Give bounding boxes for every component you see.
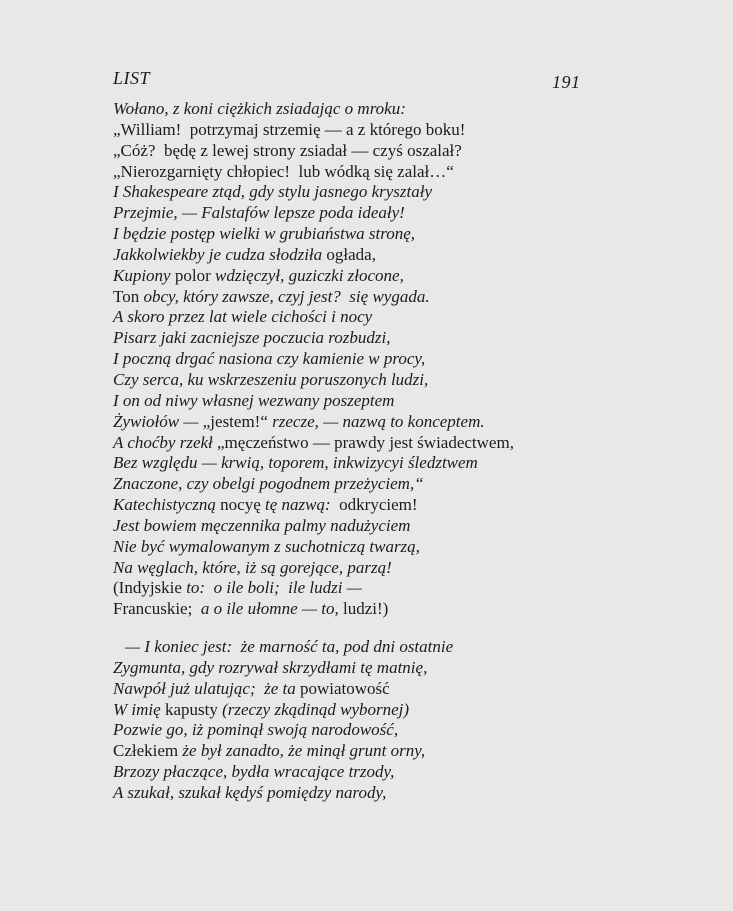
verse-segment-italic: Kupiony [113,265,175,285]
verse-segment-italic: — I koniec jest: że marność ta, pod dni ostatnie [125,637,454,656]
verse-segment-italic: tę nazwą: [265,495,340,515]
verse-segment-italic: W imię [113,699,165,719]
verse-line [113,412,514,433]
verse-segment-roman: ludzi!) [342,599,389,619]
verse-segment-italic: wdzięczył, guziczki złocone, [215,265,404,285]
verse-line [113,516,514,537]
verse-line [113,182,514,203]
verse-line [113,679,453,700]
verse-line [113,453,514,474]
verse-segment-italic: Przejmie, — Falstafów lepsze poda ideały! [113,203,405,223]
verse-segment-roman: polor [174,265,215,285]
verse-line [113,162,514,183]
verse-line [113,287,514,308]
verse-line [113,762,453,783]
verse-line [113,495,514,516]
verse-segment-italic: że był zanadto, że minął grunt orny, [182,741,426,761]
verse-segment-italic: obcy, który zawsze, czyj jest? się wygada. [143,286,430,306]
verse-segment-italic: Znaczone, czy obelgi pogodnem przeżyciem,“ [113,474,424,494]
verse-line [113,120,514,141]
verse-segment-roman: nocyę [220,495,266,515]
running-head: LIST [113,68,151,88]
verse-segment-roman: „Nierozgarnięty chłopiec! lub wódką się zalał…“ [113,161,454,181]
verse-line [113,245,514,266]
verse-segment-roman: kapusty [164,699,223,719]
verse-segment-italic: I poczną drgać nasiona czy kamienie w procy, [113,349,426,369]
verse-segment-italic: (rzeczy zkądinąd wybornej) [222,699,410,719]
verse-segment-italic: I Shakespeare ztąd, gdy stylu jasnego kryształy [113,182,432,202]
verse-segment-italic: Wołano, z koni ciężkich zsiadając o mroku: [113,99,406,118]
verse-segment-italic: a o ile ułomne — to, [200,599,343,619]
verse-segment-roman: Francuskie; [113,599,201,619]
verse-line [113,391,514,412]
verse-line [113,307,514,328]
verse-segment-roman: Człekiem [113,741,183,761]
stanza-2 [113,637,453,804]
verse-segment-italic: Nawpół już ulatując; że ta [113,678,300,698]
verse-segment-roman: odkryciem! [339,495,418,515]
verse-segment-italic: Nie być wymalowanym z suchotniczą twarzą, [113,536,420,556]
verse-line [113,783,453,804]
verse-segment-italic: A skoro przez lat wiele cichości i nocy [113,307,373,327]
verse-line [113,203,514,224]
verse-line [113,578,514,599]
verse-segment-italic: Czy serca, ku wskrzeszeniu poruszonych ludzi, [113,369,429,389]
verse-segment-italic: to: o ile boli; ile ludzi — [186,578,362,598]
verse-segment-italic: Pisarz jaki zacniejsze poczucia rozbudzi, [113,328,391,348]
verse-segment-italic: Żywiołów — [113,411,203,431]
verse-line [113,658,453,679]
verse-line [113,474,514,495]
verse-segment-italic: rzecze, — nazwą to konceptem. [272,411,485,431]
verse-segment-italic: Jakkolwiekby je cudza słodziła [113,244,327,264]
verse-line [113,349,514,370]
verse-segment-roman: Ton [113,286,144,306]
verse-line [113,599,514,620]
verse-line [113,99,514,120]
verse-segment-roman: (Indyjskie [113,578,187,598]
verse-line [113,224,514,245]
verse-segment-italic: Brzozy płaczące, bydła wracające trzody, [113,762,395,782]
verse-segment-roman: „jestem!“ [202,411,273,431]
verse-segment-roman: „William! potrzymaj strzemię — a z którego boku! [113,119,466,139]
verse-segment-roman: powiatowość [300,678,390,698]
stanza-1 [113,99,514,620]
verse-segment-italic: Zygmunta, gdy rozrywał skrzydłami tę matnię, [113,657,428,677]
verse-segment-italic: I będzie postęp wielki w grubiaństwa stronę, [113,224,416,244]
verse-line [113,266,514,287]
verse-line [113,433,514,454]
verse-segment-italic: I on od niwy własnej wezwany poszeptem [113,390,395,410]
verse-segment-roman: „męczeństwo — prawdy jest świadectwem, [217,432,514,452]
verse-segment-roman: „Cóż? będę z lewej strony zsiadał — czyś oszalał? [113,140,462,160]
verse-segment-italic: Bez względu — krwią, toporem, inkwizycyi śledztwem [113,453,478,473]
verse-line [113,741,453,762]
verse-line [113,141,514,162]
verse-segment-italic: Pozwie go, iż pominął swoją narodowość, [113,720,399,740]
page-number: 191 [552,72,581,92]
verse-line [113,637,453,658]
verse-segment-italic: Na węglach, które, iż są gorejące, parzą! [113,557,392,577]
verse-segment-roman: ogłada, [326,244,376,264]
verse-segment-italic: A choćby rzekł [113,432,218,452]
verse-line [113,720,453,741]
verse-segment-italic: Katechistyczną [113,495,221,515]
verse-segment-italic: A szukał, szukał kędyś pomiędzy narody, [113,782,387,802]
verse-line [113,700,453,721]
verse-line [113,370,514,391]
verse-line [113,537,514,558]
verse-line [113,558,514,579]
verse-line [113,328,514,349]
verse-segment-italic: Jest bowiem męczennika palmy nadużyciem [113,515,411,535]
